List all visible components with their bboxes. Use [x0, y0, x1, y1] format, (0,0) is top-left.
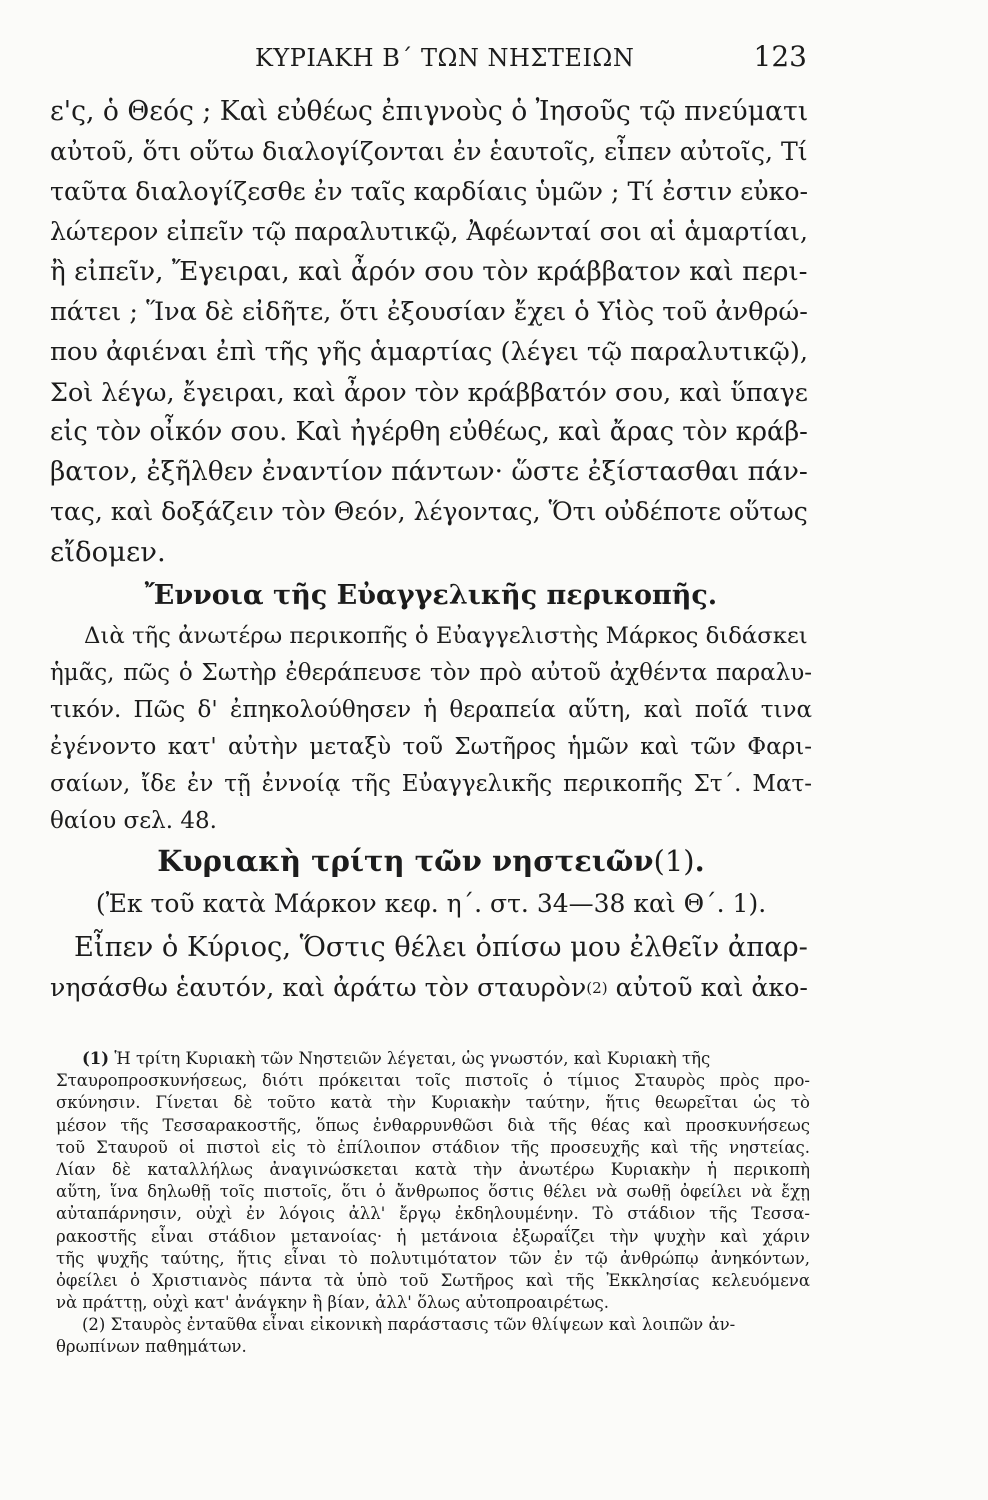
- text-line: πάτει ; Ἵνα δὲ εἰδῆτε, ὅτι ἐξουσίαν ἔχει ὁ Υἱὸς τοῦ ἀνθρώ-: [50, 297, 808, 327]
- page-number: 123: [753, 40, 807, 73]
- running-title: ΚΥΡΙΑΚΗ Β΄ ΤΩΝ ΝΗΣΤΕΙΩΝ: [255, 44, 635, 72]
- text-line: ταῦτα διαλογίζεσθε ἐν ταῖς καρδίαις ὑμῶν ; Τί ἐστιν εὐκο-: [50, 177, 809, 206]
- footnote-line: ρακοστῆς εἶναι στάδιον μετανοίας· ἡ μετάνοια ἐξωραΐζει τὴν ψυχὴν καὶ χάριν: [56, 1226, 810, 1246]
- gospel-passage: [50, 92, 812, 572]
- scripture-source: (Ἐκ τοῦ κατὰ Μάρκον κεφ. η΄. στ. 34—38 καὶ Θ΄. 1).: [95, 889, 767, 918]
- footnote-2-first-line: [56, 1314, 810, 1336]
- footnote-text: Ἡ τρίτη Κυριακὴ τῶν Νηστειῶν λέγεται, ὡς γνωστόν, καὶ Κυριακὴ τῆς: [114, 1049, 711, 1068]
- text-line: εἴδομεν.: [50, 536, 166, 568]
- text-line: τικόν. Πῶς δ' ἐπηκολούθησεν ἡ θεραπεία αὕτη, καὶ ποῖά τινα: [50, 697, 812, 723]
- text-fragment: νησάσθω ἑαυτόν, καὶ ἀράτω τὸν σταυρὸν: [50, 973, 587, 1002]
- footnote-text: Σταυρὸς ἐνταῦθα εἶναι εἰκονικὴ παράστασις τῶν θλίψεων καὶ λοιπῶν ἀν-: [110, 1315, 736, 1335]
- main-text: [50, 92, 812, 1008]
- text-line: Διὰ τῆς ἀνωτέρω περικοπῆς ὁ Εὐαγγελιστὴς Μάρκος διδάσκει: [84, 623, 808, 649]
- text-line: ε'ς, ὁ Θεός ; Καὶ εὐθέως ἐπιγνοὺς ὁ Ἰησοῦς τῷ πνεύματι: [50, 96, 809, 127]
- footnote-line: αὐταπάρνησιν, οὐχὶ ἐν λόγοις ἀλλ' ἔργῳ ἐκδηλουμένην. Τὸ στάδιον τῆς Τεσσα-: [56, 1204, 810, 1224]
- text-line: εἰς τὸν οἶκόν σου. Καὶ ἠγέρθη εὐθέως, καὶ ἄρας τὸν κράβ-: [50, 417, 808, 447]
- text-line: [50, 968, 812, 1008]
- text-line: βατον, ἐξῆλθεν ἐναντίον πάντων· ὥστε ἐξίστασθαι πάν-: [50, 456, 808, 487]
- text-line: ἢ εἰπεῖν, Ἔγειραι, καὶ ἆρόν σου τὸν κράββατον καὶ περι-: [50, 257, 808, 287]
- section-heading-meaning: Ἔννοια τῆς Εὐαγγελικῆς περικοπῆς.: [144, 580, 718, 611]
- footnote-2-marker: (2): [82, 1315, 106, 1335]
- footnote-line: ὀφείλει ὁ Χριστιανὸς πάντα τὰ ὑπὸ τοῦ Σωτῆρος καὶ τῆς Ἐκκλησίας κελευόμενα: [56, 1270, 810, 1290]
- text-line: ἐγένοντο κατ' αὐτὴν μεταξὺ τοῦ Σωτῆρος ἡμῶν καὶ τῶν Φαρι-: [50, 734, 812, 760]
- footnote-line: θρωπίνων παθημάτων.: [56, 1337, 247, 1357]
- footnote-ref: (1): [653, 844, 695, 878]
- heading-text: Κυριακὴ τρίτη τῶν νηστειῶν: [157, 844, 654, 878]
- text-fragment: αὐτοῦ καὶ ἀκο-: [607, 973, 808, 1002]
- footnote-line: Λίαν δὲ καταλλήλως ἀναγινώσκεται κατὰ τὴν ἀνωτέρω Κυριακὴν ἡ περικοπὴ: [56, 1159, 810, 1179]
- footnotes: [56, 1048, 810, 1359]
- footnote-line: τῆς ψυχῆς ταύτης, ἥτις εἶναι τὸ πολυτιμότατον τῶν ἐν τῷ ἀνθρώπῳ ἀνηκόντων,: [56, 1248, 810, 1268]
- text-line: ἡμᾶς, πῶς ὁ Σωτὴρ ἐθεράπευσε τὸν πρὸ αὐτοῦ ἀχθέντα παραλυ-: [50, 660, 812, 686]
- section-heading-third-sunday: [50, 840, 812, 882]
- footnote-line: τοῦ Σταυροῦ οἱ πιστοὶ εἰς τὸ ἐπίλοιπον στάδιον τῆς προσευχῆς καὶ τῆς νηστείας.: [56, 1137, 810, 1157]
- meaning-paragraph: [50, 618, 812, 840]
- text-line: Σοὶ λέγω, ἔγειραι, καὶ ἆρον τὸν κράββατόν σου, καὶ ὕπαγε: [50, 377, 808, 407]
- footnote-1-first-line: [56, 1048, 810, 1070]
- text-line: τας, καὶ δοξάζειν τὸν Θεόν, λέγοντας, Ὅτι οὐδέποτε οὕτως: [50, 497, 808, 526]
- text-line: Εἶπεν ὁ Κύριος, Ὅστις θέλει ὀπίσω μου ἐλθεῖν ἀπαρ-: [74, 932, 808, 963]
- footnote-1-marker: (1): [82, 1049, 110, 1068]
- footnote-ref: (2): [586, 979, 608, 997]
- heading-end: .: [694, 844, 705, 878]
- footnote-line: αὕτη, ἵνα δηλωθῇ τοῖς πιστοῖς, ὅτι ὁ ἄνθρωπος ὅστις θέλει νὰ σωθῇ ὀφείλει νὰ ἔχῃ: [56, 1182, 810, 1202]
- text-line: θαίου σελ. 48.: [50, 808, 217, 834]
- text-line: λώτερον εἰπεῖν τῷ παραλυτικῷ, Ἀφέωνταί σοι αἱ ἁμαρτίαι,: [50, 217, 808, 246]
- footnote-line: σκύνησιν. Γίνεται δὲ τοῦτο κατὰ τὴν Κυριακὴν ταύτην, ἥτις θεωρεῖται ὡς τὸ: [56, 1093, 810, 1113]
- footnote-line: Σταυροπροσκυνήσεως, διότι πρόκειται τοῖς πιστοῖς ὁ τίμιος Σταυρὸς πρὸς προ-: [56, 1071, 810, 1091]
- text-line: που ἀφιέναι ἐπὶ τῆς γῆς ἁμαρτίας (λέγει τῷ παραλυτικῷ),: [50, 337, 809, 367]
- text-line: σαίων, ἴδε ἐν τῇ ἐννοίᾳ τῆς Εὐαγγελικῆς περικοπῆς Στ΄. Ματ-: [50, 771, 812, 797]
- footnote-line: νὰ πράττῃ, οὐχὶ κατ' ἀνάγκην ἢ βίαν, ἀλλ' ὅλως αὐτοπροαιρέτως.: [56, 1293, 610, 1313]
- text-line: αὐτοῦ, ὅτι οὕτω διαλογίζονται ἐν ἑαυτοῖς, εἶπεν αὐτοῖς, Τί: [50, 137, 808, 166]
- page-header: [255, 40, 807, 73]
- footnote-line: μέσον τῆς Τεσσαρακοστῆς, ὅπως ἐνθαρρυνθῶσι διὰ τῆς θέας καὶ προσκυνήσεως: [56, 1115, 810, 1135]
